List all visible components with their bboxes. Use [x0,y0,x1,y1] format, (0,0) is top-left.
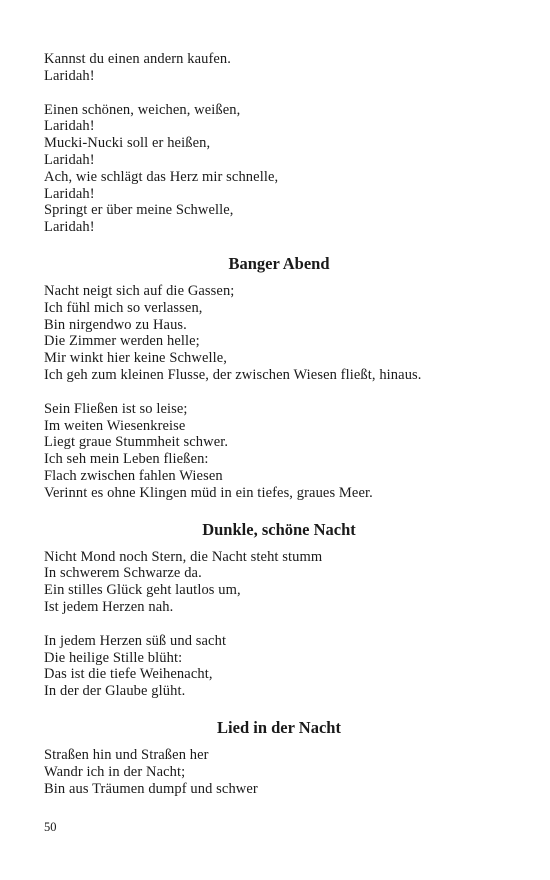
verse-line: Sein Fließen ist so leise; [44,400,188,417]
verse-line: Laridah! [44,219,95,236]
poem-banger-abend [44,254,514,502]
verse-line: Nicht Mond noch Stern, die Nacht steht stumm [44,548,323,565]
stanza [44,633,514,700]
verse-line: Straßen hin und Straßen her [44,746,209,763]
poem-title: Lied in der Nacht [217,717,341,737]
stanza [44,51,514,85]
verse-line: Ist jedem Herzen nah. [44,598,174,615]
verse-line: Bin nirgendwo zu Haus. [44,316,187,333]
verse-line: Laridah! [44,67,95,84]
poem-title: Dunkle, schöne Nacht [202,519,356,539]
verse-line: Kannst du einen andern kaufen. [44,51,232,67]
verse-line: Ein stilles Glück geht lautlos um, [44,582,241,599]
verse-line: Laridah! [44,185,95,202]
stanza [44,549,514,616]
stanza [44,102,514,236]
verse-line: In der der Glaube glüht. [44,683,186,700]
verse-line: Ich fühl mich so verlassen, [44,299,203,316]
page-number: 50 [44,820,57,834]
poem-continued [44,51,514,236]
verse-line: Laridah! [44,118,95,135]
verse-line: Ach, wie schlägt das Herz mir schnelle, [44,168,279,185]
verse-line: Die Zimmer werden helle; [44,333,200,350]
verse-line: Ich seh mein Leben fließen: [44,451,209,468]
poem-lied-in-der-nacht [44,718,514,797]
verse-line: Laridah! [44,151,95,168]
verse-line: Mir winkt hier keine Schwelle, [44,350,227,367]
verse-line: Springt er über meine Schwelle, [44,202,234,219]
verse-line: Liegt graue Stummheit schwer. [44,434,229,451]
verse-line: Das ist die tiefe Weihenacht, [44,666,213,683]
verse-line: Flach zwischen fahlen Wiesen [44,467,223,484]
verse-line: In schwerem Schwarze da. [44,565,202,582]
poem-title: Banger Abend [228,253,330,273]
verse-line: Im weiten Wiesenkreise [44,417,186,434]
stanza [44,401,514,502]
verse-line: In jedem Herzen süß und sacht [44,632,227,649]
verse-line: Die heilige Stille blüht: [44,649,183,666]
verse-line: Nacht neigt sich auf die Gassen; [44,282,235,299]
verse-line: Verinnt es ohne Klingen müd in ein tiefes, graues Meer. [44,484,373,501]
verse-line: Wandr ich in der Nacht; [44,763,186,780]
verse-line: Mucki-Nucki soll er heißen, [44,135,211,152]
stanza [44,283,514,384]
verse-line: Ich geh zum kleinen Flusse, der zwischen Wiesen fließt, hinaus. [44,366,422,383]
verse-line: Einen schönen, weichen, weißen, [44,101,241,118]
page-body [44,51,514,814]
verse-line: Bin aus Träumen dumpf und schwer [44,780,258,797]
stanza [44,747,514,797]
poem-dunkle-schoene-nacht [44,520,514,700]
